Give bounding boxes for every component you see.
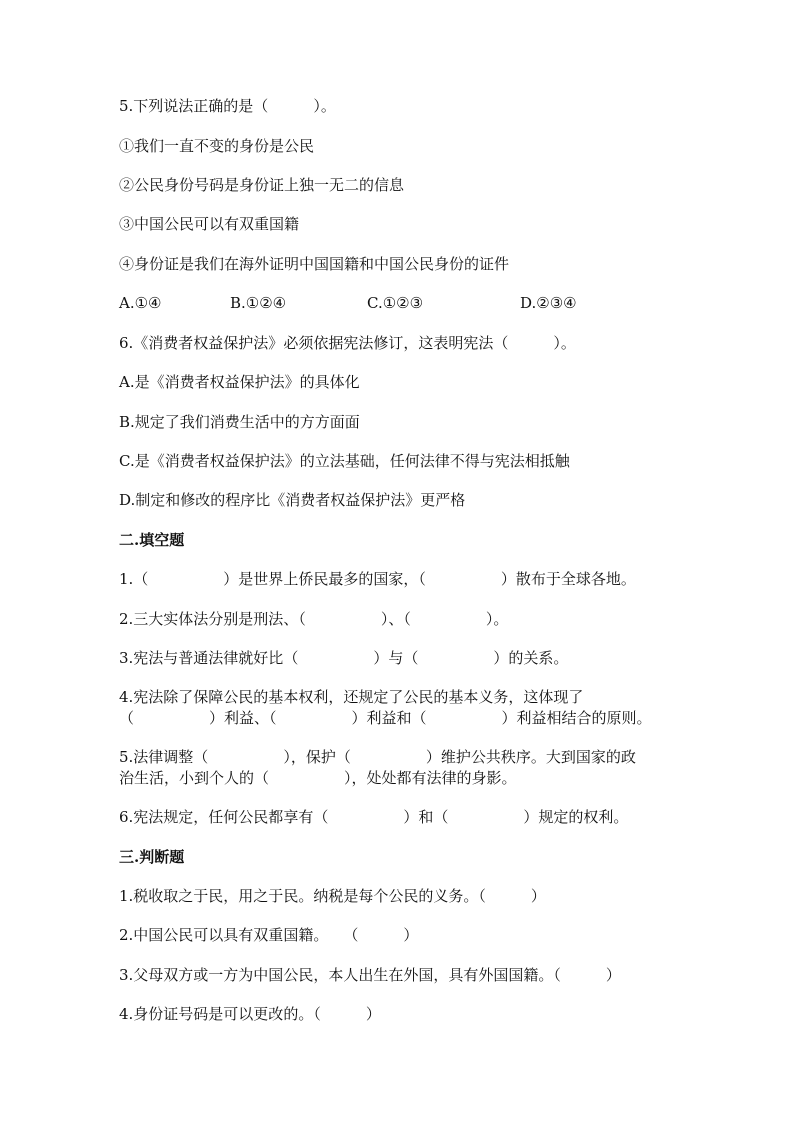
fill-q1: 1.（ ）是世界上侨民最多的国家，（ ）散布于全球各地。 <box>119 570 636 588</box>
judge-q1: 1.税收取之于民，用之于民。纳税是每个公民的义务。（ ） <box>119 887 546 905</box>
q5-option-a: A.①④ <box>119 294 162 312</box>
fill-q4-line2: （ ）利益、（ ）利益和（ ）利益相结合的原则。 <box>119 709 652 727</box>
q5-option-d: D.②③④ <box>520 294 577 312</box>
judge-q3: 3.父母双方或一方为中国公民，本人出生在外国，具有外国国籍。（ ） <box>119 966 621 984</box>
q5-option-c: C.①②③ <box>367 294 424 312</box>
fill-section-heading: 二.填空题 <box>119 531 185 549</box>
fill-q2: 2.三大实体法分别是刑法、（ ）、（ ）。 <box>119 610 509 628</box>
judge-q4: 4.身份证号码是可以更改的。（ ） <box>119 1005 381 1023</box>
q5-item-2: ②公民身份号码是身份证上独一无二的信息 <box>119 176 405 194</box>
q6-stem: 6.《消费者权益保护法》必须依据宪法修订，这表明宪法（ ）。 <box>119 334 576 352</box>
q5-item-1: ①我们一直不变的身份是公民 <box>119 137 315 155</box>
q5-option-b: B.①②④ <box>230 294 287 312</box>
q6-option-a: A.是《消费者权益保护法》的具体化 <box>119 373 360 391</box>
judge-section-heading: 三.判断题 <box>119 848 185 866</box>
q6-option-d: D.制定和修改的程序比《消费者权益保护法》更严格 <box>119 491 466 509</box>
fill-q5-line1: 5.法律调整（ ），保护（ ）维护公共秩序。大到国家的政 <box>119 748 636 766</box>
fill-q3: 3.宪法与普通法律就好比（ ）与（ ）的关系。 <box>119 649 569 667</box>
q5-item-4: ④身份证是我们在海外证明中国国籍和中国公民身份的证件 <box>119 255 510 273</box>
fill-q4-line1: 4.宪法除了保障公民的基本权利，还规定了公民的基本义务，这体现了 <box>119 688 584 706</box>
judge-q2: 2.中国公民可以具有双重国籍。 （ ） <box>119 926 419 944</box>
q5-item-3: ③中国公民可以有双重国籍 <box>119 215 300 233</box>
q6-option-c: C.是《消费者权益保护法》的立法基础，任何法律不得与宪法相抵触 <box>119 452 570 470</box>
q5-stem: 5.下列说法正确的是（ ）。 <box>119 97 336 115</box>
fill-q6: 6.宪法规定，任何公民都享有（ ）和（ ）规定的权利。 <box>119 808 629 826</box>
q6-option-b: B.规定了我们消费生活中的方方面面 <box>119 413 360 431</box>
fill-q5-line2: 治生活，小到个人的（ ），处处都有法律的身影。 <box>119 769 517 787</box>
